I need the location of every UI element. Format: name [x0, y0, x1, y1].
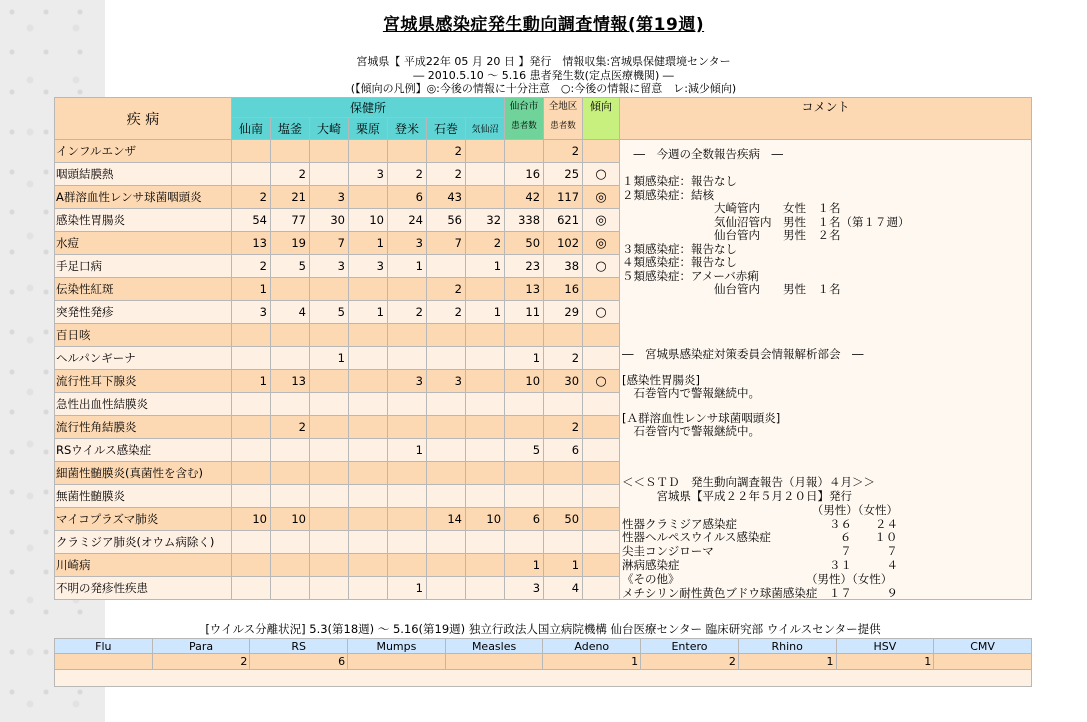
case-count — [466, 485, 505, 508]
case-count — [349, 278, 388, 301]
virus-count: 1 — [836, 654, 934, 670]
case-count — [310, 508, 349, 531]
case-count — [310, 393, 349, 416]
case-count — [388, 347, 427, 370]
case-count: 4 — [544, 577, 583, 600]
case-count: 1 — [232, 278, 271, 301]
case-count: 2 — [544, 416, 583, 439]
header-city: 仙南 — [232, 118, 271, 140]
case-count — [271, 347, 310, 370]
case-count — [466, 577, 505, 600]
virus-header: Flu — [55, 639, 153, 654]
case-count — [427, 324, 466, 347]
case-count: 13 — [505, 278, 544, 301]
virus-header: Measles — [445, 639, 543, 654]
case-count — [466, 462, 505, 485]
case-count — [310, 163, 349, 186]
virus-count: 2 — [641, 654, 739, 670]
case-count: 6 — [544, 439, 583, 462]
case-count: 42 — [505, 186, 544, 209]
trend-mark: ○ — [583, 301, 620, 324]
case-count — [232, 393, 271, 416]
virus-header: RS — [250, 639, 348, 654]
case-count — [232, 347, 271, 370]
table-row — [55, 140, 1032, 163]
case-count: 5 — [271, 255, 310, 278]
case-count: 38 — [544, 255, 583, 278]
virus-count: 1 — [738, 654, 836, 670]
case-count: 29 — [544, 301, 583, 324]
disease-name: 急性出血性結膜炎 — [55, 393, 232, 416]
header-hokensho: 保健所 — [232, 98, 505, 118]
trend-mark: ◎ — [583, 186, 620, 209]
disease-name: 無菌性髄膜炎 — [55, 485, 232, 508]
case-count: 50 — [505, 232, 544, 255]
case-count: 7 — [310, 232, 349, 255]
virus-count: 2 — [152, 654, 250, 670]
disease-name: 流行性耳下腺炎 — [55, 370, 232, 393]
case-count: 10 — [505, 370, 544, 393]
case-count: 2 — [388, 301, 427, 324]
virus-header: HSV — [836, 639, 934, 654]
trend-mark — [583, 416, 620, 439]
comment-line: 仙台管内 男性 １名 — [622, 282, 841, 296]
disease-table — [54, 97, 1032, 600]
case-count — [310, 531, 349, 554]
case-count — [544, 393, 583, 416]
comment-line: 気仙沼管内 男性 １名（第１７週） — [622, 214, 910, 229]
disease-name: 咽頭結膜熱 — [55, 163, 232, 186]
case-count: 10 — [349, 209, 388, 232]
case-count — [427, 577, 466, 600]
case-count: 3 — [349, 255, 388, 278]
virus-count — [445, 654, 543, 670]
case-count — [466, 416, 505, 439]
disease-name: クラミジア肺炎(オウム病除く) — [55, 531, 232, 554]
case-count — [466, 140, 505, 163]
case-count — [427, 416, 466, 439]
case-count: 50 — [544, 508, 583, 531]
disease-name: 流行性角結膜炎 — [55, 416, 232, 439]
case-count: 10 — [232, 508, 271, 531]
disease-name: A群溶血性レンサ球菌咽頭炎 — [55, 186, 232, 209]
case-count: 54 — [232, 209, 271, 232]
virus-blank-row — [55, 670, 1032, 687]
header-all-area: 全地区 患者数 — [544, 98, 583, 140]
case-count: 3 — [349, 163, 388, 186]
header-sendai: 仙台市 患者数 — [505, 98, 544, 140]
case-count: 2 — [544, 347, 583, 370]
virus-count — [348, 654, 446, 670]
case-count — [505, 485, 544, 508]
case-count — [427, 531, 466, 554]
case-count: 6 — [388, 186, 427, 209]
case-count — [232, 416, 271, 439]
trend-mark — [583, 577, 620, 600]
case-count — [466, 531, 505, 554]
header-trend: 傾向 — [583, 98, 620, 140]
case-count: 2 — [427, 301, 466, 324]
case-count — [388, 531, 427, 554]
trend-mark: ○ — [583, 370, 620, 393]
case-count — [466, 347, 505, 370]
case-count: 14 — [427, 508, 466, 531]
case-count: 3 — [505, 577, 544, 600]
trend-legend: (【傾向の凡例】◎:今後の情報に十分注意 ○:今後の情報に留意 レ:減少傾向) — [350, 82, 737, 95]
case-count — [349, 554, 388, 577]
case-count: 3 — [388, 370, 427, 393]
case-count: 2 — [427, 163, 466, 186]
case-count: 19 — [271, 232, 310, 255]
case-count — [505, 324, 544, 347]
trend-mark — [583, 531, 620, 554]
comment-line: メチシリン耐性黄色ブドウ球菌感染症 １７ ９ — [622, 586, 898, 600]
case-count: 2 — [427, 140, 466, 163]
issue-info: 宮城県【 平成22年 05 月 20 日 】発行 情報収集:宮城県保健環境センター — [356, 55, 731, 68]
case-count: 2 — [271, 416, 310, 439]
case-count — [544, 324, 583, 347]
case-count — [271, 278, 310, 301]
case-count — [349, 140, 388, 163]
case-count: 1 — [232, 370, 271, 393]
virus-count: 6 — [250, 654, 348, 670]
case-count — [271, 485, 310, 508]
case-count: 13 — [232, 232, 271, 255]
comment-line: 尖圭コンジローマ ７ ７ — [622, 544, 898, 559]
case-count — [505, 140, 544, 163]
case-count: 30 — [544, 370, 583, 393]
header-city: 気仙沼 — [466, 118, 505, 140]
case-count: 3 — [310, 255, 349, 278]
disease-name: 川崎病 — [55, 554, 232, 577]
comment-line: 石巻管内で警報継続中。 — [622, 424, 761, 439]
case-count — [310, 462, 349, 485]
case-count — [349, 416, 388, 439]
case-count — [388, 278, 427, 301]
case-count: 16 — [505, 163, 544, 186]
trend-mark: ○ — [583, 163, 620, 186]
case-count: 338 — [505, 209, 544, 232]
case-count — [466, 554, 505, 577]
case-count: 1 — [388, 255, 427, 278]
case-count: 10 — [466, 508, 505, 531]
case-count — [310, 416, 349, 439]
header-city: 石巻 — [427, 118, 466, 140]
case-count: 21 — [271, 186, 310, 209]
case-count — [271, 554, 310, 577]
comment-line: [Ａ群溶血性レンサ球菌咽頭炎] — [622, 411, 781, 426]
case-count — [505, 531, 544, 554]
trend-mark — [583, 439, 620, 462]
case-count: 1 — [466, 301, 505, 324]
case-count: 5 — [310, 301, 349, 324]
comment-line: 《その他》 （男性）（女性） — [622, 572, 893, 587]
case-count: 2 — [427, 278, 466, 301]
case-count: 3 — [310, 186, 349, 209]
trend-mark — [583, 508, 620, 531]
case-count — [505, 462, 544, 485]
case-count — [349, 462, 388, 485]
disease-name: 細菌性髄膜炎(真菌性を含む) — [55, 462, 232, 485]
case-count: 1 — [349, 232, 388, 255]
trend-mark — [583, 554, 620, 577]
case-count — [349, 347, 388, 370]
case-count: 43 — [427, 186, 466, 209]
comment-line: 石巻管内で警報継続中。 — [622, 385, 761, 400]
case-count — [349, 370, 388, 393]
header-comment: コメント — [620, 98, 1032, 140]
header-city: 栗原 — [349, 118, 388, 140]
case-count — [349, 393, 388, 416]
case-count — [427, 554, 466, 577]
case-count: 77 — [271, 209, 310, 232]
case-count: 3 — [232, 301, 271, 324]
trend-mark — [583, 393, 620, 416]
case-count — [271, 531, 310, 554]
comment-line: （男性）（女性） — [622, 502, 899, 517]
trend-mark — [583, 324, 620, 347]
trend-mark: ◎ — [583, 209, 620, 232]
comment-line: ― 宮城県感染症対策委員会情報解析部会 ― — [622, 347, 864, 362]
page-title: 宮城県感染症発生動向調査情報(第19週) — [382, 15, 705, 35]
disease-name: 百日咳 — [55, 324, 232, 347]
case-count — [232, 324, 271, 347]
case-count — [544, 462, 583, 485]
period-info: ― 2010.5.10 ～ 5.16 患者発生数(定点医療機関) ― — [413, 69, 674, 82]
case-count: 23 — [505, 255, 544, 278]
trend-mark — [583, 485, 620, 508]
disease-name: 感染性胃腸炎 — [55, 209, 232, 232]
case-count: 3 — [388, 232, 427, 255]
case-count — [388, 324, 427, 347]
case-count: 2 — [271, 163, 310, 186]
case-count — [349, 186, 388, 209]
case-count: 7 — [427, 232, 466, 255]
comment-line: ２類感染症：結核 — [622, 187, 715, 202]
case-count — [349, 439, 388, 462]
virus-count — [934, 654, 1032, 670]
case-count — [310, 577, 349, 600]
case-count — [388, 508, 427, 531]
case-count — [232, 439, 271, 462]
case-count: 1 — [505, 554, 544, 577]
case-count: 2 — [388, 163, 427, 186]
case-count — [388, 462, 427, 485]
case-count — [388, 485, 427, 508]
case-count: 11 — [505, 301, 544, 324]
case-count: 32 — [466, 209, 505, 232]
case-count: 2 — [232, 255, 271, 278]
comment-line: ＜＜ＳＴＤ 発生動向調査報告（月報）４月＞＞ — [622, 474, 876, 489]
case-count: 2 — [232, 186, 271, 209]
case-count — [427, 485, 466, 508]
case-count — [544, 485, 583, 508]
case-count: 56 — [427, 209, 466, 232]
virus-count — [55, 654, 153, 670]
case-count — [466, 163, 505, 186]
case-count: 1 — [349, 301, 388, 324]
trend-mark — [583, 140, 620, 163]
case-count — [232, 485, 271, 508]
trend-mark: ○ — [583, 255, 620, 278]
header-city: 登米 — [388, 118, 427, 140]
comment-line: ３類感染症：報告なし — [622, 241, 738, 256]
comment-line: 大崎管内 女性 １名 — [622, 201, 841, 215]
disease-name: マイコプラズマ肺炎 — [55, 508, 232, 531]
disease-name: 手足口病 — [55, 255, 232, 278]
case-count — [271, 140, 310, 163]
case-count — [349, 531, 388, 554]
case-count — [466, 186, 505, 209]
disease-name: 突発性発疹 — [55, 301, 232, 324]
virus-header: CMV — [934, 639, 1032, 654]
virus-table — [54, 638, 1032, 687]
case-count: 1 — [544, 554, 583, 577]
case-count: 1 — [466, 255, 505, 278]
case-count — [349, 324, 388, 347]
case-count: 25 — [544, 163, 583, 186]
trend-mark — [583, 278, 620, 301]
trend-mark: ◎ — [583, 232, 620, 255]
case-count: 10 — [271, 508, 310, 531]
case-count — [310, 370, 349, 393]
case-count: 1 — [310, 347, 349, 370]
case-count — [427, 439, 466, 462]
case-count — [232, 462, 271, 485]
case-count — [349, 485, 388, 508]
case-count — [388, 393, 427, 416]
virus-caption: [ウイルス分離状況] 5.3(第18週) ～ 5.16(第19週) 独立行政法人国立病院機構 仙台医療センター 臨床研究部 ウイルスセンター提供 — [205, 622, 881, 636]
comment-panel — [620, 140, 1032, 600]
case-count — [427, 347, 466, 370]
case-count — [310, 485, 349, 508]
case-count — [232, 140, 271, 163]
virus-header: Mumps — [348, 639, 446, 654]
case-count — [271, 393, 310, 416]
case-count: 1 — [388, 439, 427, 462]
virus-count: 1 — [543, 654, 641, 670]
disease-name: 伝染性紅斑 — [55, 278, 232, 301]
comment-line: ― 今週の全数報告疾病 ― — [622, 147, 784, 161]
case-count: 621 — [544, 209, 583, 232]
case-count: 13 — [271, 370, 310, 393]
case-count — [271, 324, 310, 347]
case-count: 24 — [388, 209, 427, 232]
header-city: 塩釜 — [271, 118, 310, 140]
case-count: 6 — [505, 508, 544, 531]
case-count: 4 — [271, 301, 310, 324]
case-count — [466, 324, 505, 347]
case-count: 3 — [427, 370, 466, 393]
comment-line: 性器クラミジア感染症 ３６ ２４ — [622, 516, 899, 531]
case-count — [310, 278, 349, 301]
case-count — [427, 255, 466, 278]
case-count: 2 — [544, 140, 583, 163]
case-count: 30 — [310, 209, 349, 232]
case-count: 16 — [544, 278, 583, 301]
case-count — [388, 416, 427, 439]
disease-name: ヘルパンギーナ — [55, 347, 232, 370]
case-count — [232, 163, 271, 186]
case-count — [271, 439, 310, 462]
case-count — [544, 531, 583, 554]
case-count — [310, 324, 349, 347]
case-count: 117 — [544, 186, 583, 209]
disease-name: インフルエンザ — [55, 140, 232, 163]
case-count — [388, 554, 427, 577]
comment-line: ５類感染症：アメーバ赤痢 — [622, 268, 759, 283]
comment-line: 性器ヘルペスウイルス感染症 ６ １０ — [622, 530, 898, 545]
virus-header: Entero — [641, 639, 739, 654]
case-count: 5 — [505, 439, 544, 462]
trend-mark — [583, 347, 620, 370]
case-count: 102 — [544, 232, 583, 255]
case-count — [232, 531, 271, 554]
case-count — [310, 439, 349, 462]
trend-mark — [583, 462, 620, 485]
case-count — [505, 416, 544, 439]
case-count — [349, 577, 388, 600]
disease-name: RSウイルス感染症 — [55, 439, 232, 462]
case-count: 1 — [388, 577, 427, 600]
case-count: 1 — [505, 347, 544, 370]
case-count — [466, 278, 505, 301]
case-count: 2 — [466, 232, 505, 255]
case-count — [232, 577, 271, 600]
virus-header: Rhino — [738, 639, 836, 654]
case-count — [427, 393, 466, 416]
case-count — [466, 393, 505, 416]
case-count — [466, 370, 505, 393]
virus-header: Para — [152, 639, 250, 654]
header-disease: 疾 病 — [55, 98, 232, 140]
case-count — [310, 140, 349, 163]
case-count — [466, 439, 505, 462]
case-count — [271, 577, 310, 600]
case-count — [388, 140, 427, 163]
case-count — [271, 462, 310, 485]
comment-line: 仙台管内 男性 ２名 — [622, 228, 841, 242]
comment-line: [感染性胃腸炎] — [622, 373, 701, 387]
case-count — [232, 554, 271, 577]
disease-name: 不明の発疹性疾患 — [55, 577, 232, 600]
case-count — [427, 462, 466, 485]
header-city: 大崎 — [310, 118, 349, 140]
comment-line: 宮城県【平成２２年５月２０日】発行 — [622, 488, 853, 503]
virus-header: Adeno — [543, 639, 641, 654]
case-count — [310, 554, 349, 577]
case-count — [349, 508, 388, 531]
disease-name: 水痘 — [55, 232, 232, 255]
comment-line: 淋病感染症 ３１ ４ — [622, 558, 899, 573]
comment-line: ４類感染症：報告なし — [622, 255, 738, 269]
case-count — [505, 393, 544, 416]
comment-line: １類感染症：報告なし — [622, 174, 738, 188]
